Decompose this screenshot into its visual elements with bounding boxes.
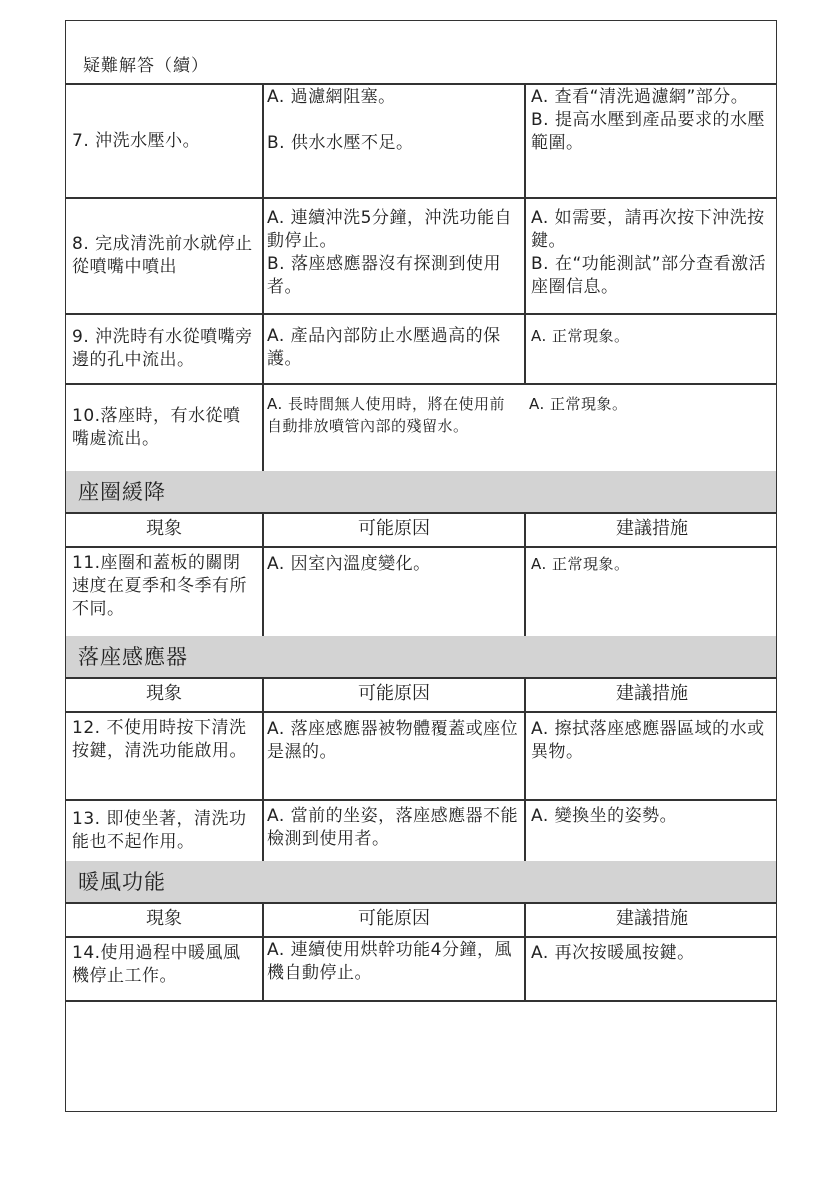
action-cell — [524, 385, 778, 471]
section-header — [66, 471, 776, 514]
cause-text: A. 當前的坐姿，落座感應器不能檢測到使用者。 — [267, 806, 519, 849]
problem-text: 9. 沖洗時有水從噴嘴旁邊的孔中流出。 — [72, 327, 253, 370]
column-header-cause: 可能原因 — [262, 679, 524, 711]
problem-text: 10.落座時，有水從噴嘴處流出。 — [72, 406, 241, 449]
column-header-action: 建議措施 — [524, 904, 778, 936]
cause-text: A. 產品內部防止水壓過高的保護。 — [267, 326, 501, 369]
section-title: 座圈緩降 — [78, 480, 166, 504]
cause-text: A. 過濾網阻塞。 — [267, 87, 396, 107]
action-text: A. 查看“清洗過濾網”部分。 — [531, 87, 749, 107]
troubleshooting-table — [65, 20, 777, 1112]
cause-text: A. 長時間無人使用時，將在使用前自動排放噴管內部的殘留水。 — [267, 395, 506, 435]
table-row — [66, 85, 776, 199]
cause-text: B. 落座感應器沒有探測到使用者。 — [267, 254, 501, 297]
cause-cell — [262, 199, 524, 313]
problem-text: 11.座圈和蓋板的關閉速度在夏季和冬季有所不同。 — [72, 553, 247, 619]
action-text: B. 在“功能測試”部分查看激活座圈信息。 — [531, 254, 767, 297]
action-text: B. 提高水壓到產品要求的水壓範圍。 — [531, 110, 765, 153]
action-text: A. 變換坐的姿勢。 — [531, 806, 678, 826]
action-cell — [524, 801, 778, 861]
cause-cell — [262, 548, 524, 636]
problem-cell — [66, 938, 262, 1000]
column-header-phenomenon: 現象 — [146, 908, 182, 929]
column-header-phenomenon: 現象 — [146, 518, 182, 539]
cause-cell — [262, 85, 524, 197]
problem-cell — [66, 548, 262, 636]
problem-cell — [66, 713, 262, 799]
problem-text: 14.使用過程中暖風風機停止工作。 — [72, 943, 241, 986]
section-title: 落座感應器 — [78, 645, 188, 669]
problem-cell — [66, 315, 262, 383]
section-header — [66, 861, 776, 904]
column-header-cause: 可能原因 — [262, 514, 524, 546]
problem-text: 13. 即使坐著，清洗功能也不起作用。 — [72, 809, 247, 852]
problem-text: 12. 不使用時按下清洗按鍵，清洗功能啟用。 — [72, 718, 247, 761]
action-text: A. 擦拭落座感應器區域的水或異物。 — [531, 719, 765, 762]
action-text: A. 正常現象。 — [531, 327, 630, 345]
problem-cell — [66, 85, 262, 197]
problem-cell — [66, 801, 262, 861]
action-text: A. 正常現象。 — [529, 395, 628, 413]
column-headers — [66, 904, 776, 938]
column-header-phenomenon: 現象 — [146, 683, 182, 704]
cause-cell — [262, 938, 524, 1000]
section-title: 暖風功能 — [78, 870, 166, 894]
column-headers — [66, 514, 776, 548]
action-text: A. 如需要，請再次按下沖洗按鍵。 — [531, 208, 765, 251]
column-header-cause: 可能原因 — [262, 904, 524, 936]
table-row — [66, 938, 776, 1002]
cause-cell — [262, 801, 524, 861]
table-row — [66, 385, 776, 471]
cause-cell — [262, 385, 524, 471]
problem-cell — [66, 199, 262, 313]
cause-text: A. 落座感應器被物體覆蓋或座位是濕的。 — [267, 719, 519, 762]
column-header-action: 建議措施 — [524, 679, 778, 711]
action-cell — [524, 199, 778, 313]
table-row — [66, 801, 776, 861]
table-row — [66, 315, 776, 385]
column-header-action: 建議措施 — [524, 514, 778, 546]
cause-cell — [262, 315, 524, 383]
problem-text: 8. 完成清洗前水就停止從噴嘴中噴出 — [72, 234, 253, 277]
action-cell — [524, 713, 778, 799]
section-header — [66, 636, 776, 679]
cause-text: B. 供水水壓不足。 — [267, 133, 414, 153]
action-text: A. 再次按暖風按鍵。 — [531, 943, 695, 963]
cause-cell — [262, 713, 524, 799]
action-cell — [524, 548, 778, 636]
problem-cell — [66, 385, 262, 471]
table-row — [66, 713, 776, 801]
cause-text: A. 連續沖洗5分鐘，沖洗功能自動停止。 — [267, 208, 512, 251]
cause-text: A. 連續使用烘幹功能4分鐘，風機自動停止。 — [267, 940, 512, 983]
column-headers — [66, 679, 776, 713]
problem-text: 7. 沖洗水壓小。 — [72, 130, 201, 151]
cause-text: A. 因室內溫度變化。 — [267, 554, 431, 574]
action-cell — [524, 85, 778, 197]
action-text: A. 正常現象。 — [531, 555, 630, 573]
table-row — [66, 199, 776, 315]
table-row — [66, 548, 776, 636]
page-title: 疑難解答（續） — [83, 56, 209, 76]
action-cell — [524, 315, 778, 383]
action-cell — [524, 938, 778, 1000]
